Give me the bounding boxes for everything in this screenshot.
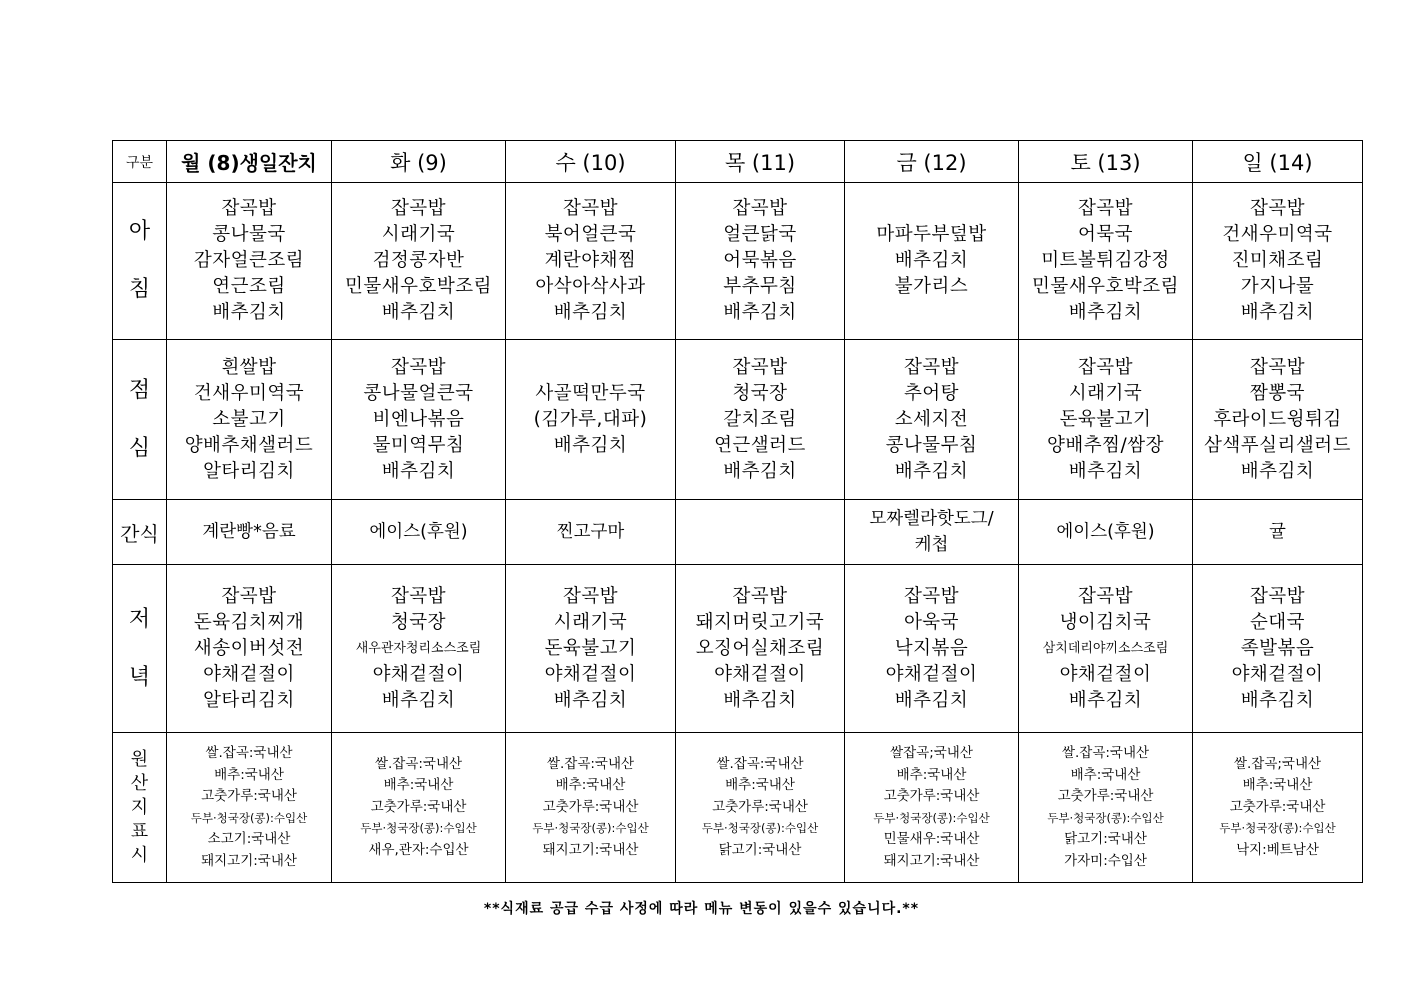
snack-cell [332,500,506,565]
menu-item: 짬뽕국 [1249,382,1306,404]
lunch-cell [332,340,506,500]
origin-item: 쌀.잡곡;국내산 [1233,755,1322,772]
menu-item: 물미역무침 [372,434,465,456]
menu-item: 미트볼튀김강정 [1041,250,1170,271]
menu-item: 갈치조림 [723,408,797,430]
dinner-cell [506,565,676,733]
origin-item: 배추:국내산 [1070,766,1141,783]
menu-item: 잡곡밥 [732,356,788,378]
menu-item: 에이스(후원) [1056,522,1155,542]
menu-item: 가지나물 [1240,276,1315,297]
menu-item: 모짜렐라핫도그/ [869,509,994,529]
lunch-cell [506,340,676,500]
origin-item: 배추:국내산 [1242,777,1313,794]
menu-item: 배추김치 [1240,460,1315,482]
menu-item: 귤 [1269,522,1286,542]
menu-item: 마파두부덮밥 [876,224,987,245]
breakfast-cell [1193,183,1363,340]
menu-item: 야채겉절이 [1231,663,1324,685]
menu-item: 진미채조림 [1231,250,1324,271]
menu-item: 배추김치 [894,250,969,271]
menu-item: 낙지볶음 [894,637,969,659]
origin-item: 새우,관자:수입산 [368,841,469,858]
menu-item: 배추김치 [381,460,456,482]
menu-item: 알타리김치 [203,460,295,482]
menu-item: 배추김치 [1068,460,1143,482]
origin-item: 쌀.잡곡:국내산 [716,755,804,772]
lunch-cell [1019,340,1193,500]
origin-item: 두부·청국장(콩):수입산 [532,821,649,836]
menu-item: 배추김치 [723,302,797,323]
origin-item: 두부·청국장(콩):수입산 [1047,810,1164,825]
breakfast-cell [1019,183,1193,340]
origin-cell [167,733,332,883]
origin-item: 돼지고기:국내산 [542,841,639,858]
menu-item: 추어탕 [903,382,960,404]
origin-item: 쌀.잡곡:국내산 [546,755,635,772]
origin-cell [676,733,845,883]
menu-item: 계란빵*음료 [202,522,296,542]
menu-item: 배추김치 [212,302,286,323]
menu-item: 배추김치 [553,434,628,456]
weekly-menu-table [112,140,1363,883]
menu-item: 잡곡밥 [903,585,960,607]
snack-cell [506,500,676,565]
origin-item: 닭고기:국내산 [718,841,802,858]
menu-item: 잡곡밥 [1077,198,1134,219]
menu-item: 에이스(후원) [369,522,468,542]
lunch-label [113,340,167,500]
menu-item: 부추무침 [723,276,797,297]
menu-item: 케첩 [914,535,949,555]
menu-item: 청국장 [732,382,788,404]
row-label-char: 시 [130,844,149,866]
origin-item: 닭고기:국내산 [1064,831,1147,847]
menu-item: 콩나물무침 [885,434,978,456]
menu-item: 시래기국 [381,224,456,245]
origin-cell [506,733,676,883]
menu-item: 배추김치 [553,689,628,711]
menu-item: 돈육불고기 [1059,408,1152,430]
origin-item: 배추:국내산 [555,777,626,794]
snack-cell [845,500,1019,565]
breakfast-cell [506,183,676,340]
snack-cell [1193,500,1363,565]
menu-item: 잡곡밥 [562,585,619,607]
menu-item: 얼큰닭국 [723,224,797,245]
menu-item: 새우관자청리소스조림 [355,640,482,656]
menu-item: 시래기국 [1068,382,1143,404]
corner-label: 구분 [113,141,167,183]
breakfast-row [113,183,1363,340]
origin-item: 배추:국내산 [725,777,795,794]
menu-item: 아삭아삭사과 [535,276,646,297]
origin-cell [1019,733,1193,883]
menu-item: 잡곡밥 [390,585,447,607]
menu-item: 양배추찜/쌈장 [1047,434,1164,456]
origin-item: 쌀.잡곡:국내산 [1061,745,1150,761]
origin-item: 쌀.잡곡:국내산 [205,745,293,761]
day-header-sat: 토 (13) [1019,141,1193,183]
menu-item: 사골떡만두국 [535,382,646,404]
dinner-cell [167,565,332,733]
dinner-cell [845,565,1019,733]
origin-item: 소고기:국내산 [207,831,291,847]
menu-item: 콩나물국 [212,224,286,245]
menu-item: 잡곡밥 [732,198,788,219]
menu-item: 잡곡밥 [1249,585,1306,607]
origin-item: 고춧가루:국내산 [1057,788,1154,804]
menu-item: 야채겉절이 [885,663,978,685]
dinner-label [113,565,167,733]
menu-item: (김가루,대파) [533,408,648,430]
row-label-char: 아 [128,219,151,244]
day-header-thu: 목 (11) [676,141,845,183]
menu-item: 배추김치 [381,689,456,711]
row-label-char: 녁 [128,664,151,690]
menu-item: 건새우미역국 [1222,224,1333,245]
day-header-sun: 일 (14) [1193,141,1363,183]
menu-item: 배추김치 [1068,689,1143,711]
breakfast-cell [167,183,332,340]
lunch-cell [845,340,1019,500]
menu-item: 흰쌀밥 [221,356,277,378]
lunch-row [113,340,1363,500]
menu-item: 잡곡밥 [221,198,277,219]
menu-item: 콩나물얼큰국 [363,382,474,404]
dinner-row [113,565,1363,733]
menu-item: 알타리김치 [203,689,295,711]
origin-item: 고춧가루:국내산 [542,798,639,815]
menu-item: 순대국 [1249,611,1306,633]
menu-item: 돈육김치찌개 [193,611,305,633]
day-header-tue: 화 (9) [332,141,506,183]
menu-item: 후라이드윙튀김 [1213,408,1342,430]
origin-item: 민물새우:국내산 [883,831,980,847]
origin-item: 돼지고기:국내산 [201,852,297,869]
menu-item: 배추김치 [723,460,797,482]
menu-item: 배추김치 [1240,302,1315,323]
row-label-char: 원 [130,748,149,770]
origin-item: 두부·청국장(콩):수입산 [701,821,819,836]
row-label-char: 침 [128,277,151,302]
menu-item: 잡곡밥 [390,198,447,219]
menu-change-notice: **식재료 공급 수급 사정에 따라 메뉴 변동이 있을수 있습니다.** [483,901,920,917]
menu-item: 삼색푸실리샐러드 [1204,434,1351,456]
origin-item: 쌀.잡곡:국내산 [374,755,463,772]
menu-item: 배추김치 [1068,302,1143,323]
menu-item: 잡곡밥 [1077,356,1134,378]
snack-cell [676,500,845,565]
origin-cell [845,733,1019,883]
row-label-char: 표 [130,820,149,842]
breakfast-cell [845,183,1019,340]
origin-item: 두부·청국장(콩):수입산 [360,821,477,836]
menu-item: 어묵국 [1077,224,1134,245]
menu-item: 민물새우호박조림 [345,276,492,297]
menu-item: 북어얼큰국 [544,224,637,245]
row-label-char: 점 [128,377,151,403]
menu-item: 야채겉절이 [1059,663,1152,685]
menu-item: 시래기국 [553,611,628,633]
menu-item: 잡곡밥 [903,356,960,378]
menu-item: 오징어실채조림 [695,637,825,659]
menu-item: 야채겉절이 [544,663,637,685]
lunch-cell [1193,340,1363,500]
dinner-cell [332,565,506,733]
breakfast-label [113,183,167,340]
origin-item: 고춧가루:국내산 [201,788,297,804]
origin-item: 두부·청국장(콩):수입산 [873,810,990,825]
day-header-mon: 월 (8)생일잔치 [167,141,332,183]
origin-label [113,733,167,883]
origin-item: 배추:국내산 [896,766,967,783]
menu-item: 계란야채찜 [544,250,637,271]
lunch-cell [167,340,332,500]
menu-item: 야채겉절이 [372,663,465,685]
menu-item: 잡곡밥 [562,198,619,219]
menu-item: 찐고구마 [556,522,625,542]
origin-item: 두부·청국장(콩):수입산 [1219,821,1336,836]
origin-cell [1193,733,1363,883]
menu-item: 돼지머릿고기국 [695,611,825,633]
breakfast-cell [332,183,506,340]
menu-item: 삼치데리야끼소스조림 [1042,640,1169,656]
menu-item: 잡곡밥 [221,585,277,607]
menu-item: 소불고기 [212,408,286,430]
menu-item: 민물새우호박조림 [1032,276,1179,297]
menu-item: 비엔나볶음 [372,408,465,430]
dinner-cell [1193,565,1363,733]
menu-item: 소세지전 [894,408,969,430]
day-header-fri: 금 (12) [845,141,1019,183]
origin-row [113,733,1363,883]
origin-item: 두부·청국장(콩):수입산 [190,810,308,825]
menu-item: 어묵볶음 [723,250,797,271]
origin-item: 돼지고기:국내산 [883,852,980,869]
menu-item: 아욱국 [903,611,960,633]
origin-item: 배추:국내산 [214,766,284,783]
row-label-char: 산 [130,772,149,794]
dinner-cell [676,565,845,733]
row-label-char: 저 [128,606,151,632]
origin-item: 배추:국내산 [383,777,454,794]
snack-cell [1019,500,1193,565]
menu-item: 잡곡밥 [732,585,788,607]
menu-item: 야채겉절이 [714,663,806,685]
menu-item: 족발볶음 [1240,637,1315,659]
menu-item: 배추김치 [381,302,456,323]
row-label-char: 지 [130,796,149,818]
menu-item: 양배추채샐러드 [184,434,314,456]
menu-item: 배추김치 [894,689,969,711]
header-row [113,141,1363,183]
menu-item: 불가리스 [894,276,969,297]
origin-cell [332,733,506,883]
menu-item: 잡곡밥 [1077,585,1134,607]
menu-item: 잡곡밥 [1249,198,1306,219]
origin-item: 쌀잡곡;국내산 [890,745,973,761]
dinner-cell [1019,565,1193,733]
origin-item: 고춧가루:국내산 [883,788,980,804]
menu-item: 연근조림 [212,276,286,297]
menu-item: 새송이버섯전 [193,637,305,659]
row-label-char: 심 [128,435,151,461]
origin-item: 고춧가루:국내산 [1229,798,1326,815]
breakfast-cell [676,183,845,340]
menu-item: 배추김치 [894,460,969,482]
menu-item: 배추김치 [723,689,797,711]
snack-label: 간식 [113,500,167,565]
menu-item: 검정콩자반 [372,250,465,271]
menu-item: 야채겉절이 [203,663,295,685]
menu-item: 돈육불고기 [544,637,637,659]
origin-item: 낙지:베트남산 [1236,841,1319,858]
origin-item: 고춧가루:국내산 [370,798,467,815]
menu-item: 연근샐러드 [714,434,806,456]
menu-item: 감자얼큰조림 [193,250,305,271]
menu-item: 배추김치 [1240,689,1315,711]
snack-cell [167,500,332,565]
origin-item: 가자미:수입산 [1064,852,1147,869]
menu-item: 냉이김치국 [1059,611,1152,633]
menu-item: 청국장 [390,611,447,633]
menu-item: 잡곡밥 [390,356,447,378]
menu-item: 배추김치 [553,302,628,323]
menu-item: 건새우미역국 [193,382,305,404]
lunch-cell [676,340,845,500]
origin-item: 고춧가루:국내산 [712,798,808,815]
menu-item: 잡곡밥 [1249,356,1306,378]
snack-row [113,500,1363,565]
day-header-wed: 수 (10) [506,141,676,183]
